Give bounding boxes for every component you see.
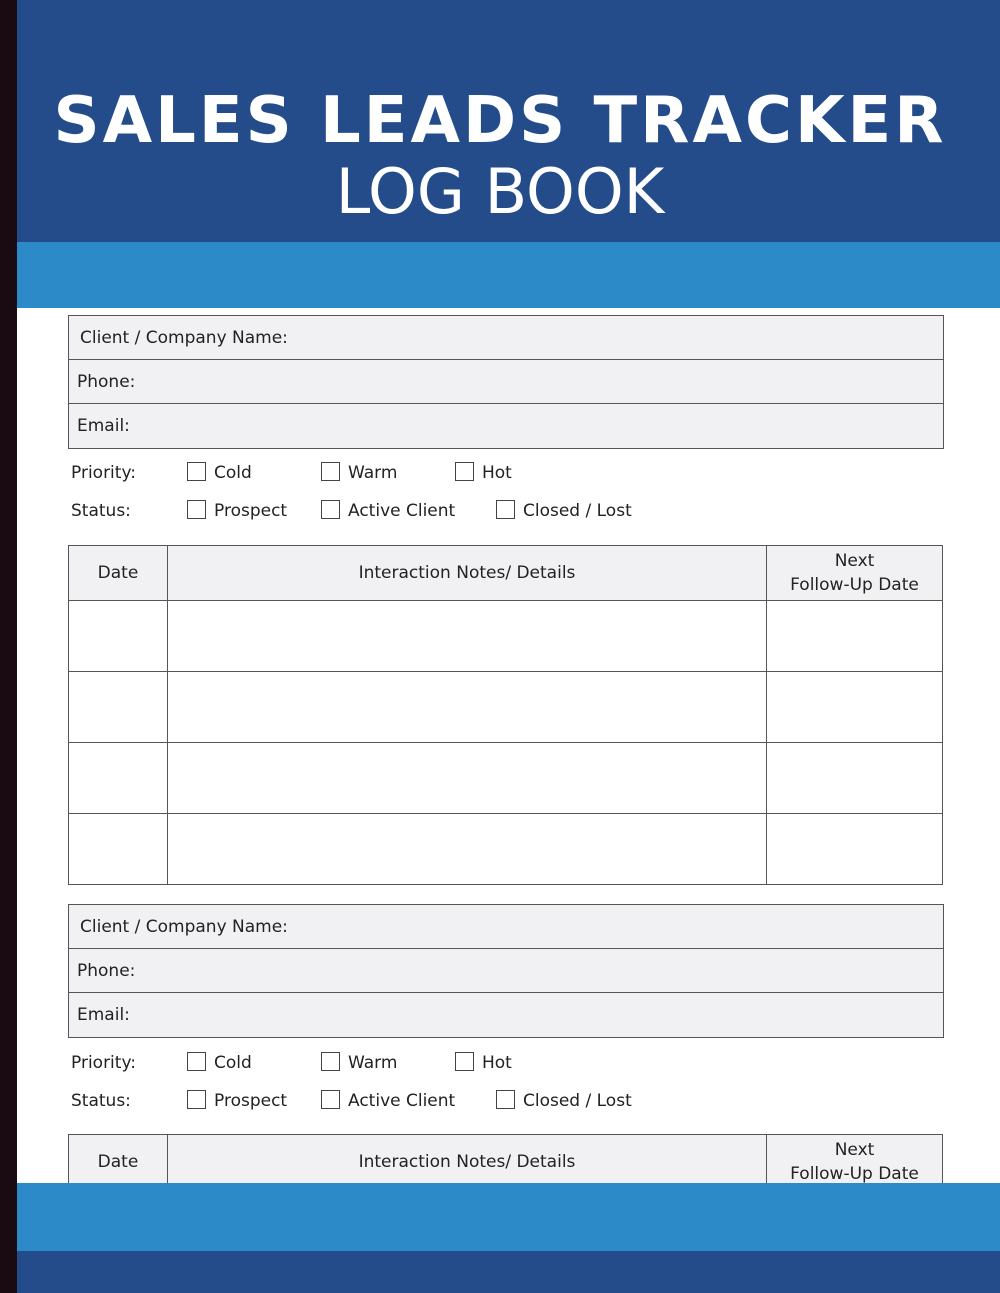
priority-option-warm	[321, 459, 397, 487]
date-cell	[69, 743, 168, 814]
notes-cell	[168, 601, 767, 672]
priority-label: Priority:	[71, 463, 136, 483]
checkbox	[187, 1052, 206, 1071]
option-label: Hot	[482, 463, 512, 483]
checkbox	[496, 500, 515, 519]
checkbox	[455, 1052, 474, 1071]
option-label: Warm	[348, 1053, 398, 1073]
table-row	[69, 814, 943, 885]
date-cell	[69, 672, 168, 743]
option-label: Prospect	[214, 1091, 288, 1111]
phone-field: Phone:	[69, 949, 943, 993]
option-label: Active Client	[348, 501, 456, 521]
checkbox	[496, 1090, 515, 1109]
next-follow-up-header	[767, 546, 943, 601]
accent-band-bottom	[17, 1183, 1000, 1251]
cover-footer	[17, 1251, 1000, 1293]
header-line: Follow-Up Date	[790, 575, 919, 595]
status-option-prospect	[187, 1087, 287, 1115]
date-cell	[69, 814, 168, 885]
option-label: Closed / Lost	[523, 501, 632, 521]
cover-title: SALES LEADS TRACKER	[53, 84, 947, 158]
follow-up-cell	[767, 601, 943, 672]
option-label: Active Client	[348, 1091, 456, 1111]
priority-option-warm	[321, 1049, 397, 1077]
accent-band-top	[17, 242, 1000, 308]
client-info-box	[68, 315, 944, 449]
status-option-closed-lost	[496, 1087, 632, 1115]
follow-up-cell	[767, 743, 943, 814]
priority-option-hot	[455, 1049, 512, 1077]
follow-up-cell	[767, 814, 943, 885]
checkbox	[321, 1090, 340, 1109]
priority-label: Priority:	[71, 1053, 136, 1073]
checkbox	[321, 462, 340, 481]
status-option-active-client	[321, 497, 455, 525]
option-label: Closed / Lost	[523, 1091, 632, 1111]
notes-header: Interaction Notes/ Details	[168, 1135, 767, 1184]
date-header: Date	[69, 1135, 168, 1184]
checkbox	[187, 500, 206, 519]
table-row	[69, 743, 943, 814]
priority-option-cold	[187, 1049, 252, 1077]
header-line: Next	[834, 551, 875, 571]
client-info-box	[68, 904, 944, 1038]
table-header-row	[69, 1135, 943, 1184]
status-option-closed-lost	[496, 497, 632, 525]
notes-cell	[168, 743, 767, 814]
email-field: Email:	[77, 416, 130, 436]
option-label: Warm	[348, 463, 398, 483]
status-label: Status:	[71, 1091, 131, 1111]
date-cell	[69, 601, 168, 672]
header-line: Follow-Up Date	[790, 1164, 919, 1183]
notes-header: Interaction Notes/ Details	[168, 546, 767, 601]
checkbox	[321, 1052, 340, 1071]
phone-field: Phone:	[69, 360, 943, 404]
header-line: Next	[834, 1140, 875, 1160]
checkbox	[321, 500, 340, 519]
option-label: Prospect	[214, 501, 288, 521]
table-row	[69, 601, 943, 672]
follow-up-cell	[767, 672, 943, 743]
cover-subtitle: LOG BOOK	[335, 155, 665, 228]
notes-cell	[168, 814, 767, 885]
client-name-field: Client / Company Name:	[69, 905, 943, 949]
interaction-log-table	[68, 1134, 943, 1183]
status-option-active-client	[321, 1087, 455, 1115]
checkbox	[187, 462, 206, 481]
priority-option-cold	[187, 459, 252, 487]
status-option-prospect	[187, 497, 287, 525]
option-label: Hot	[482, 1053, 512, 1073]
date-header: Date	[69, 546, 168, 601]
option-label: Cold	[214, 1053, 252, 1073]
email-field: Email:	[77, 1005, 130, 1025]
next-follow-up-header	[767, 1135, 943, 1184]
checkbox	[455, 462, 474, 481]
option-label: Cold	[214, 463, 252, 483]
table-header-row	[69, 546, 943, 601]
priority-option-hot	[455, 459, 512, 487]
notes-cell	[168, 672, 767, 743]
status-label: Status:	[71, 501, 131, 521]
interaction-log-table	[68, 545, 943, 885]
table-row	[69, 672, 943, 743]
client-name-field: Client / Company Name:	[69, 316, 943, 360]
sample-page	[17, 308, 995, 1183]
checkbox	[187, 1090, 206, 1109]
